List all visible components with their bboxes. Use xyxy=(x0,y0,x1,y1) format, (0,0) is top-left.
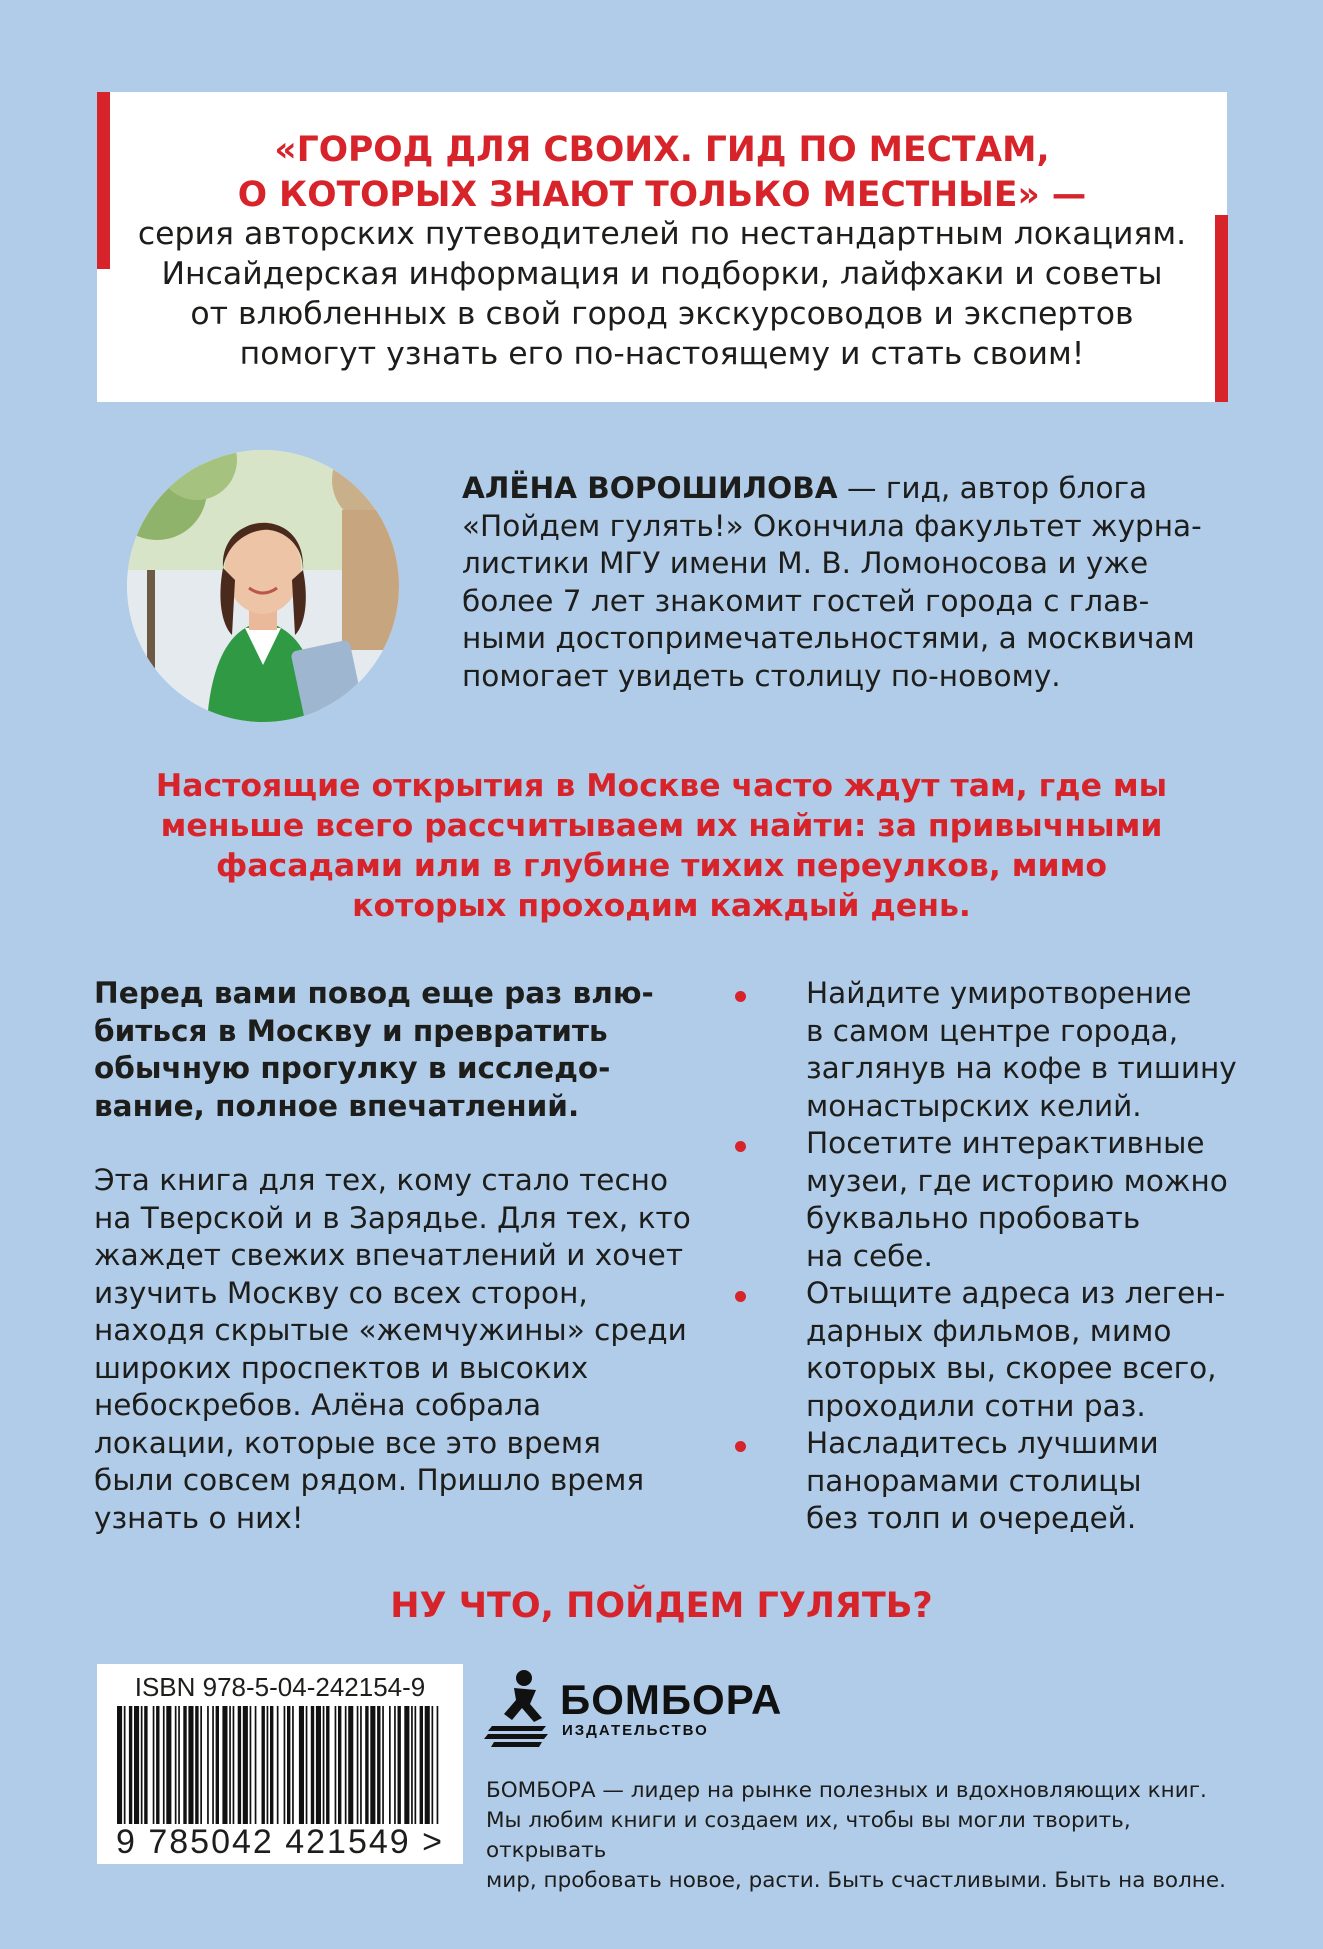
barcode-bar xyxy=(411,1706,413,1824)
barcode-bar xyxy=(316,1706,321,1824)
barcode-digits: 9 785042 421549 > xyxy=(115,1823,444,1861)
barcode-bar xyxy=(404,1706,409,1824)
highlight-quote-line: Настоящие открытия в Москве часто ждут там, где мы xyxy=(155,768,1168,804)
bullet-line: в самом центре города, xyxy=(806,1013,1179,1048)
intro-lead-line: биться в Москву и превратить xyxy=(94,1013,608,1048)
intro-body-line: жаждет свежих впечатлений и хочет xyxy=(94,1238,684,1272)
series-description-line: Инсайдерская информация и подборки, лайфхаки и советы xyxy=(161,256,1163,292)
barcode-bar xyxy=(124,1706,126,1824)
barcode-bar xyxy=(183,1706,186,1824)
author-bio-line: листики МГУ имени М. В. Ломоносова и уже xyxy=(462,546,1149,580)
barcode-bar xyxy=(323,1706,325,1824)
barcode-bar xyxy=(299,1706,304,1824)
intro-body-line: узнать о них! xyxy=(94,1500,304,1535)
bullet-line: проходили сотни раз. xyxy=(806,1388,1146,1423)
barcode-bar xyxy=(117,1706,122,1824)
barcode-bar xyxy=(267,1706,269,1824)
barcode-bar xyxy=(389,1706,391,1824)
author-name: АЛЁНА ВОРОШИЛОВА xyxy=(462,471,838,505)
barcode-bar xyxy=(178,1706,180,1824)
barcode-box xyxy=(97,1664,463,1864)
barcode-bar xyxy=(335,1706,337,1824)
barcode-bar xyxy=(166,1706,171,1824)
author-bio-line: ными достопримечательностями, а москвичам xyxy=(462,621,1195,655)
barcode-bar xyxy=(233,1706,235,1824)
bullet-line: Посетите интерактивные xyxy=(806,1126,1205,1160)
series-description xyxy=(97,214,1227,374)
barcode-bar xyxy=(141,1706,143,1824)
wave-rider-logo-icon xyxy=(484,1668,554,1748)
barcode-bar xyxy=(188,1706,193,1824)
intro-lead-line: Перед вами повод еще раз влю- xyxy=(94,976,654,1010)
barcode-bar xyxy=(277,1706,279,1824)
bullet-line: дарных фильмов, мимо xyxy=(806,1313,1172,1348)
barcode-bar xyxy=(345,1706,347,1824)
barcode-bar xyxy=(129,1706,132,1824)
intro-body-line: на Тверской и в Зарядье. Для тех, кто xyxy=(94,1200,691,1235)
bullet-line: Отыщите адреса из леген- xyxy=(806,1276,1226,1310)
barcode-bar xyxy=(287,1706,290,1824)
barcode-bar xyxy=(262,1706,265,1824)
intro-body-line: Эта книга для тех, кому стало тесно xyxy=(94,1163,668,1197)
barcode-bar xyxy=(437,1706,439,1824)
bullet-line: монастырских келий. xyxy=(806,1088,1142,1123)
publisher-tagline-line: Мы любим книги и создаем их, чтобы вы могли творить, открывать xyxy=(486,1808,1131,1863)
series-title xyxy=(97,128,1227,218)
intro-body-line: небоскребов. Алёна собрала xyxy=(94,1388,542,1422)
intro-lead-line: вание, полное впечатлений. xyxy=(94,1088,580,1123)
barcode-bar xyxy=(348,1706,353,1824)
isbn-label: ISBN 978-5-04-242154-9 xyxy=(134,1672,426,1702)
bullet-dot-icon xyxy=(735,1141,746,1152)
series-title-line: О КОТОРЫХ ЗНАЮТ ТОЛЬКО МЕСТНЫЕ» — xyxy=(237,175,1087,215)
barcode-bar xyxy=(382,1706,384,1824)
barcode-bar xyxy=(153,1706,155,1824)
intro-body-line: широких проспектов и высоких xyxy=(94,1350,589,1385)
barcode-bar xyxy=(292,1706,294,1824)
publisher-name: БОМБОРА xyxy=(560,1676,783,1723)
barcode-bar xyxy=(200,1706,202,1824)
barcode-bar xyxy=(144,1706,147,1824)
bullet-text xyxy=(806,1125,1246,1275)
bullet-line: без толп и очередей. xyxy=(806,1501,1137,1535)
bullet-text xyxy=(806,1425,1246,1538)
bullet-line: буквально пробовать xyxy=(806,1201,1141,1235)
bullet-line: панорамами столицы xyxy=(806,1463,1142,1498)
series-description-line: серия авторских путеводителей по нестандартным локациям. xyxy=(137,216,1187,252)
author-photo xyxy=(127,450,399,722)
bullet-line: Найдите умиротворение xyxy=(806,976,1192,1010)
bullet-dot-icon xyxy=(735,1291,746,1302)
publisher-subtitle: ИЗДАТЕЛЬСТВО xyxy=(562,1722,709,1739)
barcode-bar xyxy=(250,1706,252,1824)
call-to-action: НУ ЧТО, ПОЙДЕМ ГУЛЯТЬ? xyxy=(390,1586,933,1626)
barcode-bar xyxy=(326,1706,329,1824)
barcode-bar xyxy=(195,1706,198,1824)
author-bio xyxy=(462,470,1212,695)
barcode-bar xyxy=(163,1706,165,1824)
publisher-tagline-line: мир, пробовать новое, расти. Быть счастливыми. Быть на волне. xyxy=(486,1868,1226,1893)
barcode-bar xyxy=(270,1706,273,1824)
bullet-text xyxy=(806,1275,1246,1425)
bullet-text xyxy=(806,975,1246,1125)
barcode-bar xyxy=(212,1706,214,1824)
series-title-line: «ГОРОД ДЛЯ СВОИХ. ГИД ПО МЕСТАМ, xyxy=(274,130,1050,170)
highlight-quote-line: фасадами или в глубине тихих переулков, мимо xyxy=(216,848,1107,884)
barcode-bar xyxy=(216,1706,219,1824)
bullet-dot-icon xyxy=(735,991,746,1002)
author-portrait-illustration xyxy=(127,450,399,722)
publisher-tagline xyxy=(486,1776,1246,1896)
barcode-bar xyxy=(284,1706,286,1824)
intro-body-line: были совсем рядом. Пришло время xyxy=(94,1463,645,1497)
intro-body-line: изучить Москву со всех сторон, xyxy=(94,1275,588,1310)
barcode-bar xyxy=(243,1706,248,1824)
barcode-bar xyxy=(306,1706,308,1824)
barcode-bar xyxy=(377,1706,380,1824)
barcode-bar xyxy=(360,1706,362,1824)
intro-body-line: находя скрытые «жемчужины» среди xyxy=(94,1313,687,1347)
barcode-bar xyxy=(134,1706,139,1824)
publisher-tagline-line: БОМБОРА — лидер на рынке полезных и вдохновляющих книг. xyxy=(486,1778,1207,1803)
barcode-bar xyxy=(222,1706,227,1824)
barcode-bar xyxy=(394,1706,396,1824)
author-bio-line: помогает увидеть столицу по-новому. xyxy=(462,658,1061,693)
barcode-bar xyxy=(175,1706,177,1824)
bullet-line: музеи, где историю можно xyxy=(806,1163,1228,1198)
barcode-bar xyxy=(357,1706,359,1824)
highlight-quote-line: которых проходим каждый день. xyxy=(352,888,971,924)
barcode-bar xyxy=(420,1706,423,1824)
barcode-bar xyxy=(156,1706,159,1824)
highlight-quote-line: меньше всего рассчитываем их найти: за привычными xyxy=(160,808,1163,844)
barcode-bar xyxy=(238,1706,241,1824)
barcode-bar xyxy=(311,1706,314,1824)
intro-lead-line: обычную прогулку в исследо- xyxy=(94,1051,611,1085)
author-bio-line: более 7 лет знакомит гостей города с глав- xyxy=(462,583,1150,618)
series-description-line: помогут узнать его по-настоящему и стать своим! xyxy=(239,336,1085,372)
barcode-bar xyxy=(338,1706,341,1824)
series-description-line: от влюбленных в свой город экскурсоводов и экспертов xyxy=(190,296,1134,332)
barcode-bar xyxy=(365,1706,368,1824)
barcode-bar xyxy=(415,1706,417,1824)
barcode-icon xyxy=(111,1706,449,1824)
highlight-quote xyxy=(80,766,1243,926)
bullet-line: Насладитесь лучшими xyxy=(806,1426,1159,1460)
author-bio-line: «Пойдем гулять!» Окончила факультет журна- xyxy=(462,508,1202,543)
barcode-bar xyxy=(370,1706,375,1824)
bullet-line: которых вы, скорее всего, xyxy=(806,1351,1217,1385)
intro-body-line: локации, которые все это время xyxy=(94,1425,601,1460)
author-bio-first-line xyxy=(462,470,1212,508)
barcode-bar xyxy=(229,1706,231,1824)
intro-lead xyxy=(94,975,694,1125)
publisher-logo-icon xyxy=(484,1668,554,1752)
author-bio-line: — гид, автор блога xyxy=(837,471,1148,505)
barcode-bar xyxy=(432,1706,434,1824)
barcode-bar xyxy=(398,1706,401,1824)
barcode-bar xyxy=(207,1706,209,1824)
barcode-bar xyxy=(255,1706,257,1824)
bullet-line: заглянув на кофе в тишину xyxy=(806,1051,1237,1085)
bullet-dot-icon xyxy=(735,1441,746,1452)
barcode-bar xyxy=(425,1706,430,1824)
bullet-line: на себе. xyxy=(806,1238,933,1273)
intro-body xyxy=(94,1162,714,1537)
